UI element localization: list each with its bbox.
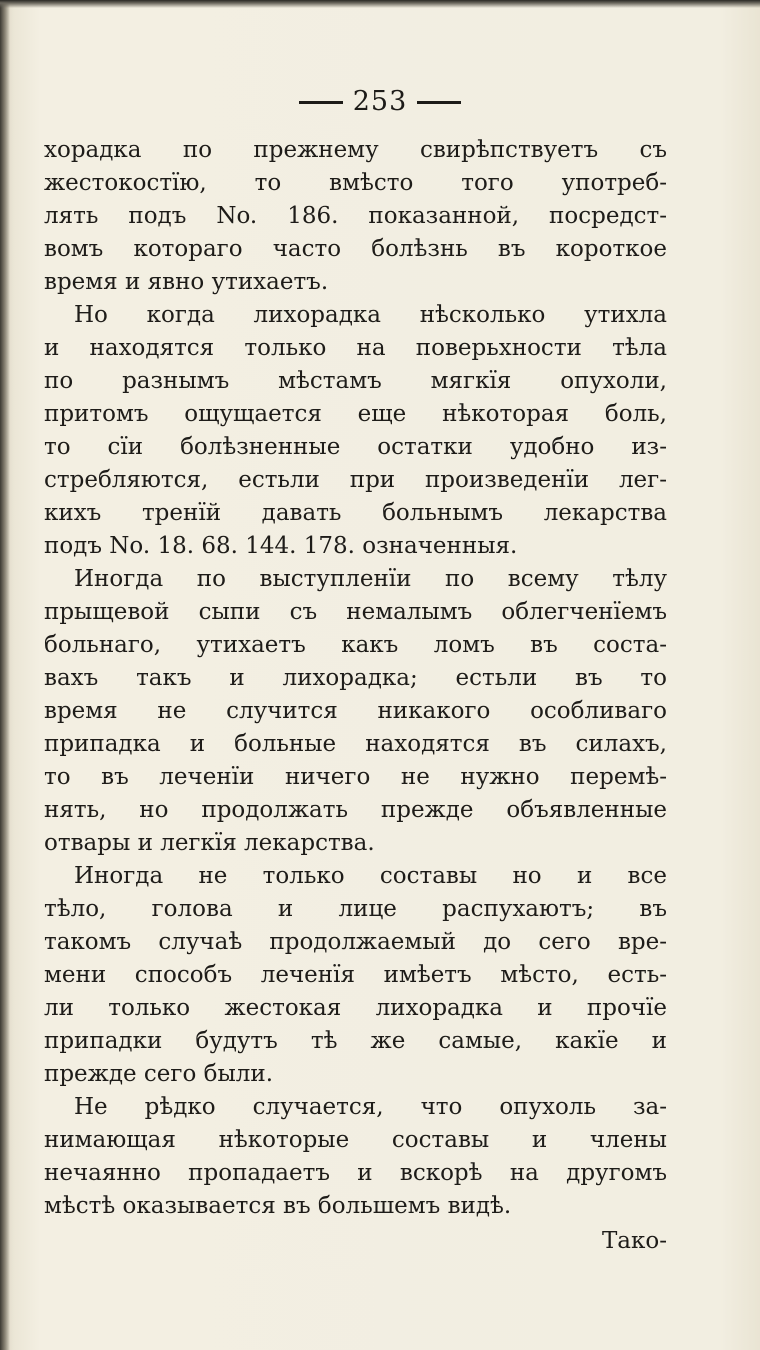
- text-line: отвары и легкїя лекарства.: [44, 830, 375, 856]
- text-line: вомъ котораго часто болѣзнь въ короткое: [44, 236, 667, 262]
- text-line: хорадка по прежнему свирѣпствуетъ съ: [44, 137, 667, 163]
- text-line: жестокостїю, то вмѣсто того употреб-: [44, 170, 667, 196]
- page-number: 253: [352, 86, 408, 117]
- text-line: по разнымъ мѣстамъ мягкїя опухоли,: [44, 368, 667, 394]
- text-line: Иногда по выступленїи по всему тѣлу: [74, 566, 667, 592]
- header-dash-right: [417, 101, 461, 104]
- text-line: вахъ такъ и лихорадка; естьли въ то: [44, 665, 667, 691]
- text-line: то въ леченїи ничего не нужно перемѣ-: [44, 764, 667, 790]
- text-line: мѣстѣ оказывается въ большемъ видѣ.: [44, 1193, 512, 1219]
- header-dash-left: [299, 101, 343, 104]
- text-line: нимающая нѣкоторые составы и члены: [44, 1127, 667, 1153]
- text-line: подъ No. 18. 68. 144. 178. означенныя.: [44, 533, 518, 559]
- text-line: тѣло, голова и лице распухаютъ; въ: [44, 896, 667, 922]
- text-line: время и явно утихаетъ.: [44, 269, 329, 295]
- body-text: [44, 134, 667, 1258]
- text-line: нечаянно пропадаетъ и вскорѣ на другомъ: [44, 1160, 667, 1186]
- text-line: и находятся только на поверьхности тѣла: [44, 335, 667, 361]
- text-line: Иногда не только составы но и все: [74, 863, 667, 889]
- text-line: прыщевой сыпи съ немалымъ облегченїемъ: [44, 599, 667, 625]
- text-line: стребляются, естьли при произведенїи лег-: [44, 467, 667, 493]
- binding-shadow: [0, 0, 10, 1350]
- text-line: прежде сего были.: [44, 1061, 274, 1087]
- page-header: [0, 86, 760, 117]
- text-line: кихъ тренїй давать больнымъ лекарства: [44, 500, 667, 526]
- text-line: время не случится никакого особливаго: [44, 698, 667, 724]
- text-line: припадки будутъ тѣ же самые, какїе и: [44, 1028, 667, 1054]
- catchword: Тако-: [601, 1228, 667, 1254]
- text-line: мени способъ леченїя имѣетъ мѣсто, есть-: [44, 962, 667, 988]
- text-line: притомъ ощущается еще нѣкоторая боль,: [44, 401, 667, 427]
- text-line: Но когда лихорадка нѣсколько утихла: [74, 302, 667, 328]
- text-line: Не рѣдко случается, что опухоль за-: [74, 1094, 667, 1120]
- text-line: ли только жестокая лихорадка и прочїе: [44, 995, 667, 1021]
- text-line: лять подъ No. 186. показанной, посредст-: [44, 203, 667, 229]
- text-line: то сїи болѣзненные остатки удобно из-: [44, 434, 667, 460]
- text-line: такомъ случаѣ продолжаемый до сего вре-: [44, 929, 667, 955]
- text-line: припадка и больные находятся въ силахъ,: [44, 731, 667, 757]
- text-line: нять, но продолжать прежде объявленные: [44, 797, 667, 823]
- text-line: больнаго, утихаетъ какъ ломъ въ соста-: [44, 632, 667, 658]
- top-edge-shadow: [0, 0, 760, 8]
